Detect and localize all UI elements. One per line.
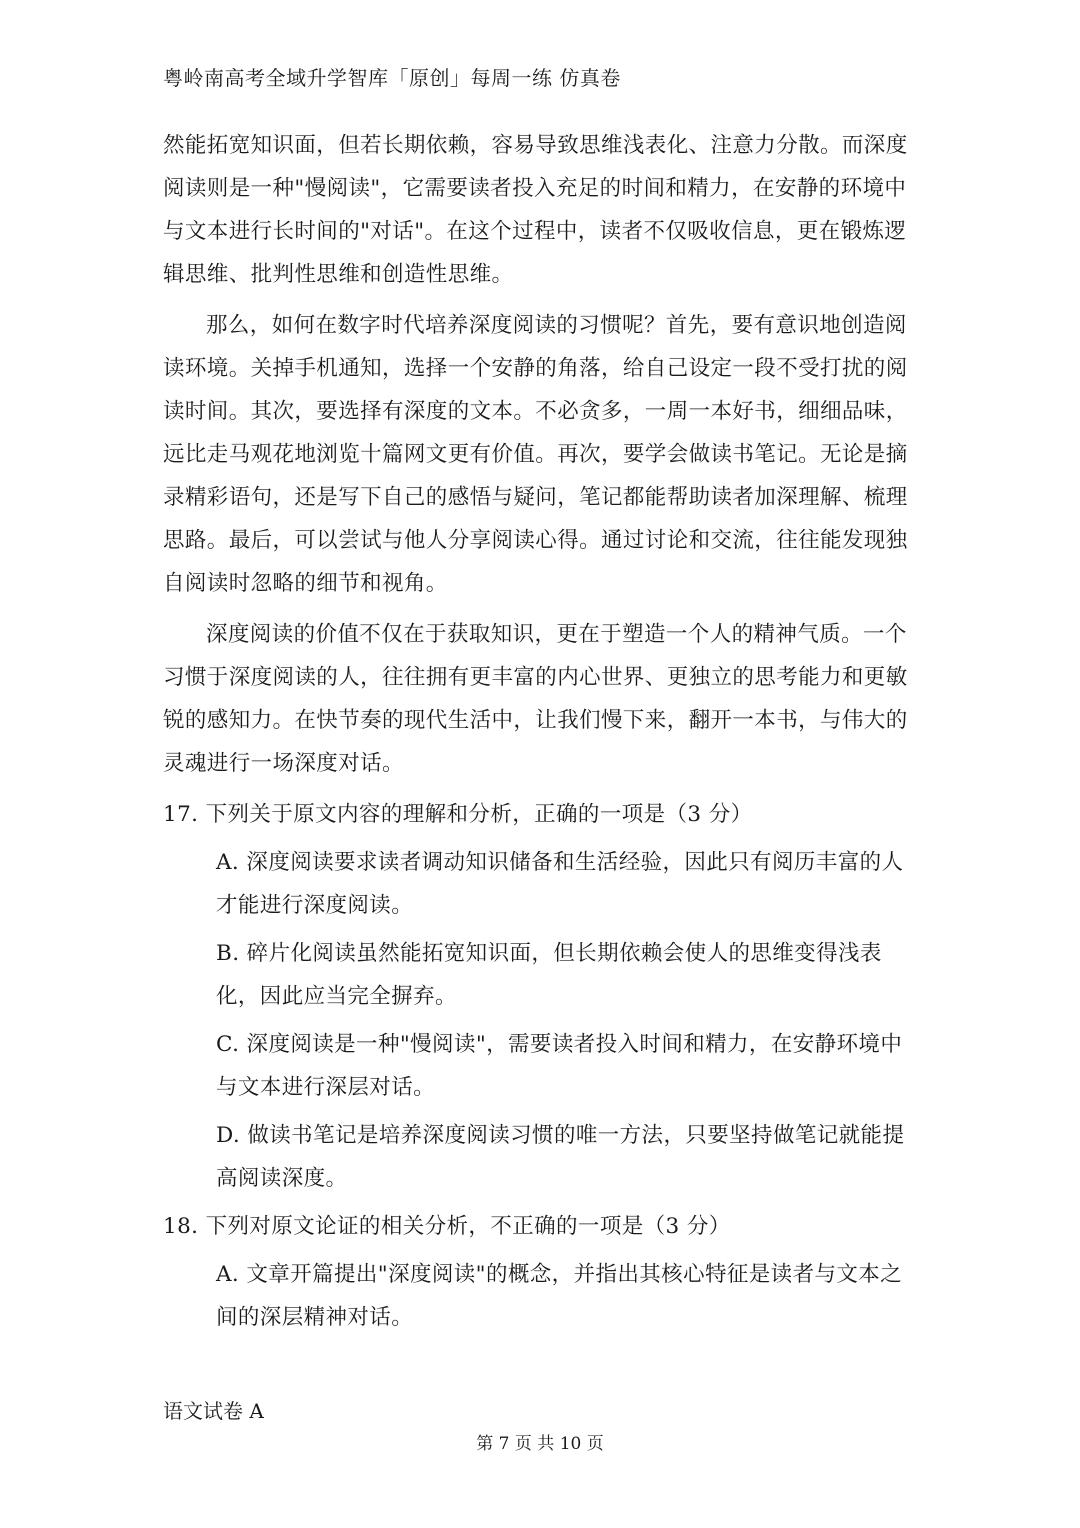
option-a: A. 深度阅读要求读者调动知识储备和生活经验，因此只有阅历丰富的人才能进行深度阅读。 [216,850,904,918]
option-c: C. 深度阅读是一种"慢阅读"，需要读者投入时间和精力，在安静环境中与文本进行深层对话。 [216,1032,903,1100]
passage-paragraph: 深度阅读的价值不仅在于获取知识，更在于塑造一个人的精神气质。一个习惯于深度阅读的人，往往拥有更丰富的内心世界、更独立的思考能力和更敏锐的感知力。在快节奏的现代生活中，让我们慢下来，翻开一本书，与伟大的灵魂进行一场深度对话。 [163,622,908,776]
paper-label: 语文试卷 A [163,1399,264,1423]
passage-paragraph: 然能拓宽知识面，但若长期依赖，容易导致思维浅表化、注意力分散。而深度阅读则是一种"慢阅读"，它需要读者投入充足的时间和精力，在安静的环境中与文本进行长时间的"对话"。在这个过程中，读者不仅吸收信息，更在锻炼逻辑思维、批判性思维和创造性思维。 [163,133,908,287]
page-header: 粤岭南高考全域升学智库「原创」每周一练 仿真卷 [163,66,621,90]
passage-paragraph: 那么，如何在数字时代培养深度阅读的习惯呢？首先，要有意识地创造阅读环境。关掉手机通知，选择一个安静的角落，给自己设定一段不受打扰的阅读时间。其次，要选择有深度的文本。不必贪多，一周一本好书，细细品味，远比走马观花地浏览十篇网文更有价值。再次，要学会做读书笔记。无论是摘录精彩语句，还是写下自己的感悟与疑问，笔记都能帮助读者加深理解、梳理思路。最后，可以尝试与他人分享阅读心得。通过讨论和交流，往往能发现独自阅读时忽略的细节和视角。 [163,313,908,596]
question-stem: 18. 下列对原文论证的相关分析，不正确的一项是（3 分） [163,1214,731,1239]
page-number: 第 7 页 共 10 页 [476,1434,604,1454]
question-18 [163,1205,913,1339]
question-stem: 17. 下列关于原文内容的理解和分析，正确的一项是（3 分） [163,802,753,827]
option-d: D. 做读书笔记是培养深度阅读习惯的唯一方法，只要坚持做笔记就能提高阅读深度。 [216,1123,905,1191]
page-content [163,124,913,1344]
option-b: B. 碎片化阅读虽然能拓宽知识面，但长期依赖会使人的思维变得浅表化，因此应当完全摒弃。 [216,941,882,1009]
option-a: A. 文章开篇提出"深度阅读"的概念，并指出其核心特征是读者与文本之间的深层精神对话。 [216,1262,903,1330]
question-17 [163,793,913,1200]
